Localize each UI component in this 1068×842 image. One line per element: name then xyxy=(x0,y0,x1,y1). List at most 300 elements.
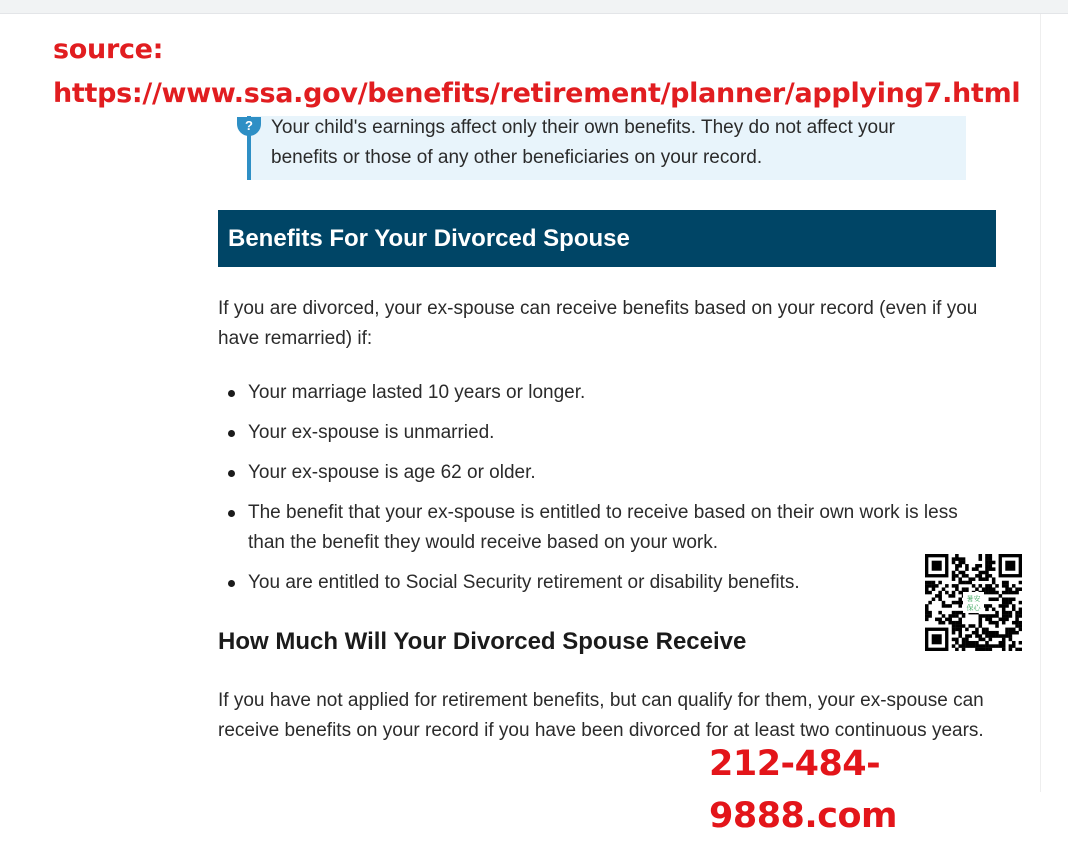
list-item: Your ex-spouse is unmarried. xyxy=(218,418,978,448)
qr-module xyxy=(942,604,946,608)
qr-module xyxy=(989,597,993,601)
qr-module xyxy=(1009,628,1013,632)
qr-module xyxy=(1019,581,1022,585)
qr-module xyxy=(982,577,986,581)
qr-module xyxy=(958,581,962,585)
qr-module xyxy=(942,621,946,625)
qr-module xyxy=(979,634,983,638)
qr-module xyxy=(965,567,969,571)
qr-module xyxy=(958,577,962,581)
qr-module xyxy=(1005,601,1009,605)
qr-module xyxy=(975,574,979,578)
qr-module xyxy=(952,611,956,615)
qr-module xyxy=(1019,621,1022,625)
qr-module xyxy=(989,621,993,625)
qr-module xyxy=(995,624,999,628)
qr-caption-top: 暑安 xyxy=(966,595,981,603)
qr-module xyxy=(1009,601,1013,605)
qr-module xyxy=(982,638,986,642)
qr-module xyxy=(992,561,996,565)
qr-module xyxy=(1005,628,1009,632)
qr-module xyxy=(979,554,983,558)
qr-module xyxy=(982,587,986,591)
qr-module xyxy=(948,618,952,622)
qr-module xyxy=(975,634,979,638)
qr-module xyxy=(962,624,966,628)
qr-module xyxy=(1012,641,1016,645)
qr-module xyxy=(989,591,993,595)
qr-module xyxy=(955,587,959,591)
qr-module xyxy=(955,584,959,588)
qr-module xyxy=(962,648,966,651)
qr-module xyxy=(975,644,979,648)
qr-module xyxy=(945,618,949,622)
qr-module xyxy=(972,631,976,635)
qr-module xyxy=(999,594,1003,598)
qr-module xyxy=(965,587,969,591)
qr-module xyxy=(968,641,972,645)
qr-module xyxy=(1019,628,1022,632)
qr-module xyxy=(932,597,936,601)
qr-module xyxy=(975,587,979,591)
qr-module xyxy=(1019,601,1022,605)
qr-module xyxy=(958,644,962,648)
qr-module xyxy=(982,614,986,618)
qr-module xyxy=(1002,584,1006,588)
qr-module xyxy=(958,571,962,575)
qr-module xyxy=(958,631,962,635)
qr-module xyxy=(1002,604,1006,608)
qr-module xyxy=(992,614,996,618)
qr-module xyxy=(965,574,969,578)
qr-module xyxy=(979,557,983,561)
qr-module xyxy=(958,621,962,625)
qr-module xyxy=(985,608,989,612)
eligibility-list xyxy=(218,378,978,608)
qr-module xyxy=(989,584,993,588)
qr-module xyxy=(1009,591,1013,595)
qr-module xyxy=(955,557,959,561)
qr-module xyxy=(1019,648,1022,651)
qr-module xyxy=(938,618,942,622)
qr-module xyxy=(1009,648,1013,651)
qr-module xyxy=(955,567,959,571)
qr-module xyxy=(1012,597,1016,601)
qr-module xyxy=(985,557,989,561)
qr-module xyxy=(989,564,993,568)
divorced-spouse-paragraph: If you have not applied for retirement benefits, but can qualify for them, your ex-spouse can receive benefits on your record if you have been divorced for at least two continuous years. xyxy=(218,690,984,741)
qr-module xyxy=(962,641,966,645)
qr-module xyxy=(968,577,972,581)
qr-module xyxy=(962,557,966,561)
qr-module xyxy=(979,564,983,568)
qr-module xyxy=(1002,597,1006,601)
qr-module xyxy=(925,608,929,612)
qr-module xyxy=(1009,631,1013,635)
qr-module xyxy=(948,604,952,608)
qr-module xyxy=(975,631,979,635)
qr-module xyxy=(972,641,976,645)
qr-module xyxy=(979,621,983,625)
list-item: Your ex-spouse is age 62 or older. xyxy=(218,458,978,488)
qr-module xyxy=(942,614,946,618)
qr-module xyxy=(925,604,929,608)
qr-module xyxy=(989,638,993,642)
qr-module xyxy=(962,571,966,575)
qr-module xyxy=(985,618,989,622)
qr-module xyxy=(958,628,962,632)
source-url: https://www.ssa.gov/benefits/retirement/planner/applying7.html xyxy=(53,78,1021,109)
qr-module xyxy=(1015,631,1019,635)
qr-module xyxy=(999,644,1003,648)
qr-module xyxy=(979,618,983,622)
question-icon: ? xyxy=(237,117,261,136)
qr-module xyxy=(992,644,996,648)
qr-code xyxy=(925,554,1022,651)
qr-module xyxy=(958,591,962,595)
qr-module xyxy=(955,564,959,568)
qr-module xyxy=(1009,644,1013,648)
qr-module xyxy=(962,587,966,591)
qr-module xyxy=(952,614,956,618)
qr-module xyxy=(952,571,956,575)
intro-paragraph: If you are divorced, your ex-spouse can receive benefits based on your record (even if you have remarried) if: xyxy=(218,298,978,349)
qr-module xyxy=(958,611,962,615)
qr-module xyxy=(985,591,989,595)
qr-module xyxy=(1002,581,1006,585)
qr-module xyxy=(979,648,983,651)
qr-module xyxy=(928,591,932,595)
qr-module xyxy=(938,597,942,601)
qr-module xyxy=(952,577,956,581)
qr-module xyxy=(1005,597,1009,601)
qr-finder-pattern xyxy=(932,561,942,571)
qr-module xyxy=(968,624,972,628)
qr-module xyxy=(952,557,956,561)
qr-module xyxy=(989,557,993,561)
qr-module xyxy=(1002,608,1006,612)
qr-module xyxy=(1012,621,1016,625)
qr-module xyxy=(932,581,936,585)
qr-module xyxy=(1019,611,1022,615)
qr-module xyxy=(952,628,956,632)
qr-module xyxy=(952,561,956,565)
qr-module xyxy=(975,628,979,632)
qr-module xyxy=(1002,601,1006,605)
qr-module xyxy=(938,594,942,598)
qr-module xyxy=(925,581,929,585)
qr-module xyxy=(985,634,989,638)
qr-module xyxy=(985,574,989,578)
qr-module xyxy=(1009,634,1013,638)
qr-module xyxy=(992,597,996,601)
qr-module xyxy=(1015,648,1019,651)
qr-module xyxy=(925,618,929,622)
qr-module xyxy=(989,631,993,635)
qr-module xyxy=(975,564,979,568)
qr-module xyxy=(1005,584,1009,588)
qr-module xyxy=(938,621,942,625)
qr-module xyxy=(965,564,969,568)
qr-module xyxy=(928,614,932,618)
qr-module xyxy=(948,621,952,625)
qr-module xyxy=(955,648,959,651)
qr-module xyxy=(952,574,956,578)
qr-module xyxy=(958,634,962,638)
qr-module xyxy=(1005,618,1009,622)
qr-module xyxy=(1019,614,1022,618)
qr-module xyxy=(995,614,999,618)
qr-module xyxy=(955,624,959,628)
qr-module xyxy=(1002,648,1006,651)
qr-module xyxy=(972,584,976,588)
qr-module xyxy=(958,624,962,628)
phone-overlay: 212-484-9888.com xyxy=(709,744,897,836)
qr-module xyxy=(989,574,993,578)
qr-module xyxy=(928,611,932,615)
qr-module xyxy=(985,577,989,581)
qr-module xyxy=(982,571,986,575)
qr-module xyxy=(952,638,956,642)
qr-module xyxy=(955,621,959,625)
qr-module xyxy=(1015,618,1019,622)
scrollbar-track[interactable] xyxy=(1040,14,1041,792)
qr-module xyxy=(1009,587,1013,591)
qr-module xyxy=(968,634,972,638)
qr-module xyxy=(992,567,996,571)
qr-module xyxy=(999,634,1003,638)
qr-module xyxy=(995,611,999,615)
qr-module xyxy=(965,634,969,638)
qr-module xyxy=(1002,638,1006,642)
qr-module xyxy=(1002,621,1006,625)
qr-module xyxy=(928,581,932,585)
qr-module xyxy=(992,631,996,635)
qr-module xyxy=(1012,591,1016,595)
qr-module xyxy=(985,584,989,588)
qr-module xyxy=(979,624,983,628)
qr-module xyxy=(985,644,989,648)
qr-module xyxy=(1002,614,1006,618)
qr-module xyxy=(995,591,999,595)
qr-module xyxy=(958,604,962,608)
qr-module xyxy=(968,644,972,648)
qr-module xyxy=(985,628,989,632)
qr-module xyxy=(989,618,993,622)
qr-module xyxy=(962,581,966,585)
qr-module xyxy=(928,601,932,605)
qr-module xyxy=(985,554,989,558)
qr-module xyxy=(955,574,959,578)
qr-module xyxy=(975,567,979,571)
qr-module xyxy=(989,634,993,638)
qr-module xyxy=(958,557,962,561)
qr-module xyxy=(999,618,1003,622)
callout-text: Your child's earnings affect only their own benefits. They do not affect your benefits or those of any other beneficiaries on your record. xyxy=(271,117,895,168)
qr-module xyxy=(995,584,999,588)
qr-module xyxy=(942,587,946,591)
qr-module xyxy=(958,597,962,601)
qr-module xyxy=(975,648,979,651)
qr-module xyxy=(989,604,993,608)
qr-module xyxy=(965,628,969,632)
source-overlay xyxy=(53,28,1020,116)
qr-module xyxy=(1002,634,1006,638)
qr-module xyxy=(935,584,939,588)
qr-module xyxy=(972,644,976,648)
qr-module xyxy=(972,624,976,628)
qr-module xyxy=(952,584,956,588)
qr-module xyxy=(935,594,939,598)
qr-module xyxy=(1015,611,1019,615)
qr-module xyxy=(955,614,959,618)
qr-module xyxy=(1019,624,1022,628)
qr-module xyxy=(979,574,983,578)
qr-module xyxy=(985,631,989,635)
qr-module xyxy=(992,634,996,638)
qr-module xyxy=(965,638,969,642)
qr-module xyxy=(925,584,929,588)
qr-module xyxy=(958,561,962,565)
qr-module xyxy=(975,641,979,645)
qr-module xyxy=(1019,587,1022,591)
qr-module xyxy=(1002,611,1006,615)
qr-module xyxy=(1005,587,1009,591)
qr-module xyxy=(955,641,959,645)
list-item: Your marriage lasted 10 years or longer. xyxy=(218,378,978,408)
qr-module xyxy=(1009,611,1013,615)
qr-module xyxy=(968,581,972,585)
qr-module xyxy=(952,644,956,648)
qr-module xyxy=(925,611,929,615)
qr-module xyxy=(955,638,959,642)
qr-module xyxy=(989,561,993,565)
qr-module xyxy=(932,584,936,588)
list-item: The benefit that your ex-spouse is entitled to receive based on their own work is less than the benefit they would receive based on your work. xyxy=(218,498,978,558)
qr-module xyxy=(1019,608,1022,612)
qr-module xyxy=(938,581,942,585)
qr-module xyxy=(989,644,993,648)
qr-module xyxy=(972,567,976,571)
qr-module xyxy=(1005,631,1009,635)
qr-module xyxy=(1012,604,1016,608)
qr-module xyxy=(979,584,983,588)
qr-module xyxy=(962,561,966,565)
qr-module xyxy=(1005,611,1009,615)
qr-module xyxy=(985,567,989,571)
qr-module xyxy=(989,648,993,651)
qr-module xyxy=(952,631,956,635)
qr-module xyxy=(955,628,959,632)
qr-module xyxy=(1005,581,1009,585)
qr-module xyxy=(1012,608,1016,612)
section-header: Benefits For Your Divorced Spouse xyxy=(218,210,996,267)
qr-module xyxy=(958,601,962,605)
qr-module xyxy=(958,618,962,622)
qr-module xyxy=(995,597,999,601)
qr-module xyxy=(982,644,986,648)
qr-module xyxy=(979,577,983,581)
qr-module xyxy=(945,584,949,588)
qr-module xyxy=(995,644,999,648)
qr-module xyxy=(985,614,989,618)
qr-module xyxy=(982,628,986,632)
qr-module xyxy=(985,648,989,651)
qr-module xyxy=(989,587,993,591)
qr-module xyxy=(962,644,966,648)
qr-module xyxy=(942,601,946,605)
qr-module xyxy=(945,604,949,608)
qr-module xyxy=(1002,591,1006,595)
qr-module xyxy=(1015,624,1019,628)
qr-module xyxy=(1005,634,1009,638)
qr-module xyxy=(1002,644,1006,648)
qr-module xyxy=(928,584,932,588)
qr-finder-pattern xyxy=(932,634,942,644)
qr-module xyxy=(945,591,949,595)
qr-module xyxy=(995,621,999,625)
qr-module xyxy=(938,611,942,615)
qr-caption-bottom: 保心 xyxy=(966,604,981,612)
qr-module xyxy=(955,611,959,615)
browser-top-bar xyxy=(0,0,1068,14)
qr-module xyxy=(1009,597,1013,601)
qr-module xyxy=(985,587,989,591)
qr-module xyxy=(965,641,969,645)
subheading: How Much Will Your Divorced Spouse Receive xyxy=(218,628,747,655)
qr-module xyxy=(1009,614,1013,618)
qr-module xyxy=(965,581,969,585)
qr-module xyxy=(965,644,969,648)
qr-module xyxy=(1015,591,1019,595)
qr-module xyxy=(985,564,989,568)
qr-module xyxy=(979,644,983,648)
qr-module xyxy=(958,564,962,568)
qr-module xyxy=(962,614,966,618)
qr-module xyxy=(925,614,929,618)
qr-module xyxy=(962,574,966,578)
qr-module xyxy=(979,638,983,642)
qr-module xyxy=(1002,618,1006,622)
qr-module xyxy=(1012,628,1016,632)
qr-module xyxy=(985,641,989,645)
source-label: source: xyxy=(53,34,164,65)
qr-module xyxy=(948,614,952,618)
qr-module xyxy=(955,601,959,605)
qr-module xyxy=(982,648,986,651)
qr-module xyxy=(955,554,959,558)
qr-module xyxy=(948,594,952,598)
qr-module xyxy=(989,567,993,571)
qr-module xyxy=(1005,614,1009,618)
qr-module xyxy=(992,581,996,585)
qr-module xyxy=(992,587,996,591)
qr-module xyxy=(1012,644,1016,648)
qr-module xyxy=(952,621,956,625)
qr-module xyxy=(999,641,1003,645)
qr-module xyxy=(989,554,993,558)
qr-module xyxy=(935,618,939,622)
qr-module xyxy=(1009,638,1013,642)
list-item: You are entitled to Social Security retirement or disability benefits. xyxy=(218,568,978,598)
qr-module xyxy=(952,624,956,628)
qr-finder-pattern xyxy=(1005,561,1015,571)
qr-module xyxy=(995,634,999,638)
qr-module xyxy=(992,577,996,581)
qr-module xyxy=(1015,614,1019,618)
qr-module xyxy=(1005,591,1009,595)
qr-module xyxy=(1012,584,1016,588)
